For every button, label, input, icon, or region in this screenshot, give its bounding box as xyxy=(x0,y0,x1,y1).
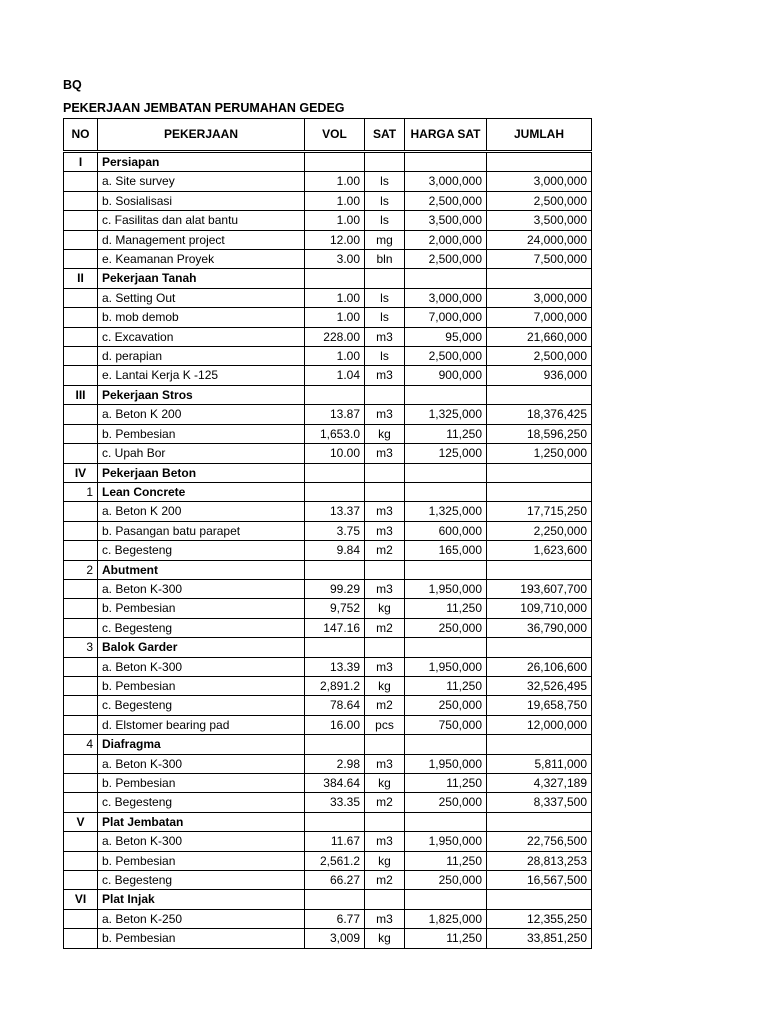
cell-sat: m3 xyxy=(365,579,405,598)
cell-harga-sat xyxy=(405,560,487,579)
cell-harga-sat xyxy=(405,269,487,288)
cell-jumlah: 18,596,250 xyxy=(487,424,592,443)
section-row xyxy=(64,890,592,909)
table-row xyxy=(64,929,592,948)
cell-no xyxy=(64,521,98,540)
section-row xyxy=(64,269,592,288)
cell-no: 4 xyxy=(64,735,98,754)
table-row xyxy=(64,424,592,443)
section-row xyxy=(64,560,592,579)
cell-vol: 1.00 xyxy=(305,347,365,366)
cell-jumlah xyxy=(487,735,592,754)
cell-pekerjaan: a. Beton K-300 xyxy=(98,832,305,851)
cell-harga-sat: 1,825,000 xyxy=(405,909,487,928)
cell-jumlah: 21,660,000 xyxy=(487,327,592,346)
cell-pekerjaan: b. Pembesian xyxy=(98,851,305,870)
cell-sat: mg xyxy=(365,230,405,249)
cell-vol: 13.39 xyxy=(305,657,365,676)
table-row xyxy=(64,676,592,695)
cell-harga-sat: 3,500,000 xyxy=(405,211,487,230)
header-pekerjaan: PEKERJAAN xyxy=(98,119,305,152)
cell-pekerjaan: b. Pembesian xyxy=(98,424,305,443)
cell-sat: m3 xyxy=(365,366,405,385)
cell-vol: 9,752 xyxy=(305,599,365,618)
table-row xyxy=(64,774,592,793)
cell-pekerjaan: d. Management project xyxy=(98,230,305,249)
cell-no xyxy=(64,657,98,676)
cell-sat: m3 xyxy=(365,521,405,540)
cell-no xyxy=(64,230,98,249)
section-row xyxy=(64,735,592,754)
cell-harga-sat xyxy=(405,812,487,831)
cell-harga-sat: 1,325,000 xyxy=(405,502,487,521)
cell-jumlah: 12,355,250 xyxy=(487,909,592,928)
table-row xyxy=(64,871,592,890)
section-row xyxy=(64,638,592,657)
cell-sat xyxy=(365,812,405,831)
page-title: PEKERJAAN JEMBATAN PERUMAHAN GEDEG xyxy=(63,101,345,115)
cell-no: II xyxy=(64,269,98,288)
cell-sat: m2 xyxy=(365,793,405,812)
cell-sat: ls xyxy=(365,288,405,307)
cell-vol: 10.00 xyxy=(305,444,365,463)
cell-sat xyxy=(365,735,405,754)
cell-jumlah: 36,790,000 xyxy=(487,618,592,637)
cell-pekerjaan: b. Sosialisasi xyxy=(98,191,305,210)
cell-pekerjaan: c. Begesteng xyxy=(98,541,305,560)
cell-sat xyxy=(365,482,405,501)
cell-vol xyxy=(305,152,365,172)
cell-harga-sat: 11,250 xyxy=(405,599,487,618)
cell-jumlah xyxy=(487,890,592,909)
table-row xyxy=(64,832,592,851)
cell-vol: 2,891.2 xyxy=(305,676,365,695)
cell-jumlah: 193,607,700 xyxy=(487,579,592,598)
cell-harga-sat: 2,500,000 xyxy=(405,250,487,269)
cell-vol: 228.00 xyxy=(305,327,365,346)
cell-pekerjaan: e. Lantai Kerja K -125 xyxy=(98,366,305,385)
cell-vol: 78.64 xyxy=(305,696,365,715)
cell-harga-sat: 600,000 xyxy=(405,521,487,540)
header-row xyxy=(64,119,592,152)
cell-jumlah: 32,526,495 xyxy=(487,676,592,695)
cell-harga-sat: 2,500,000 xyxy=(405,191,487,210)
cell-jumlah: 22,756,500 xyxy=(487,832,592,851)
cell-sat: m3 xyxy=(365,327,405,346)
cell-jumlah: 2,250,000 xyxy=(487,521,592,540)
cell-pekerjaan: a. Site survey xyxy=(98,172,305,191)
bq-table xyxy=(63,118,592,949)
cell-sat xyxy=(365,638,405,657)
header-no: NO xyxy=(64,119,98,152)
cell-harga-sat: 250,000 xyxy=(405,696,487,715)
cell-pekerjaan: Balok Garder xyxy=(98,638,305,657)
cell-pekerjaan: Pekerjaan Beton xyxy=(98,463,305,482)
cell-harga-sat: 11,250 xyxy=(405,774,487,793)
cell-no xyxy=(64,793,98,812)
cell-sat: pcs xyxy=(365,715,405,734)
cell-vol: 1.00 xyxy=(305,211,365,230)
cell-harga-sat: 11,250 xyxy=(405,676,487,695)
cell-sat: m2 xyxy=(365,696,405,715)
cell-vol xyxy=(305,463,365,482)
cell-no xyxy=(64,250,98,269)
cell-vol xyxy=(305,560,365,579)
cell-pekerjaan: b. Pembesian xyxy=(98,599,305,618)
cell-jumlah xyxy=(487,638,592,657)
table-row xyxy=(64,172,592,191)
cell-pekerjaan: Pekerjaan Stros xyxy=(98,385,305,404)
cell-no xyxy=(64,191,98,210)
cell-vol: 1,653.0 xyxy=(305,424,365,443)
cell-harga-sat xyxy=(405,385,487,404)
cell-harga-sat xyxy=(405,890,487,909)
cell-vol: 99.29 xyxy=(305,579,365,598)
table-row xyxy=(64,308,592,327)
cell-sat: kg xyxy=(365,424,405,443)
table-row xyxy=(64,502,592,521)
cell-no xyxy=(64,715,98,734)
cell-pekerjaan: b. Pembesian xyxy=(98,929,305,948)
cell-jumlah: 936,000 xyxy=(487,366,592,385)
cell-pekerjaan: a. Beton K-250 xyxy=(98,909,305,928)
section-row xyxy=(64,152,592,172)
cell-harga-sat: 2,000,000 xyxy=(405,230,487,249)
cell-no xyxy=(64,618,98,637)
cell-no xyxy=(64,871,98,890)
cell-no xyxy=(64,172,98,191)
table-row xyxy=(64,851,592,870)
cell-vol: 1.00 xyxy=(305,288,365,307)
cell-harga-sat: 750,000 xyxy=(405,715,487,734)
header-sat: SAT xyxy=(365,119,405,152)
cell-pekerjaan: Pekerjaan Tanah xyxy=(98,269,305,288)
cell-jumlah: 2,500,000 xyxy=(487,191,592,210)
cell-no: V xyxy=(64,812,98,831)
cell-sat xyxy=(365,463,405,482)
cell-pekerjaan: Lean Concrete xyxy=(98,482,305,501)
cell-jumlah xyxy=(487,560,592,579)
cell-jumlah: 5,811,000 xyxy=(487,754,592,773)
table-row xyxy=(64,579,592,598)
cell-sat: ls xyxy=(365,191,405,210)
cell-harga-sat: 250,000 xyxy=(405,618,487,637)
cell-pekerjaan: Persiapan xyxy=(98,152,305,172)
cell-vol xyxy=(305,638,365,657)
cell-harga-sat: 900,000 xyxy=(405,366,487,385)
cell-pekerjaan: e. Keamanan Proyek xyxy=(98,250,305,269)
cell-vol: 1.04 xyxy=(305,366,365,385)
cell-vol xyxy=(305,385,365,404)
cell-harga-sat xyxy=(405,152,487,172)
cell-harga-sat: 3,000,000 xyxy=(405,172,487,191)
table-row xyxy=(64,288,592,307)
cell-harga-sat: 7,000,000 xyxy=(405,308,487,327)
cell-sat: ls xyxy=(365,347,405,366)
cell-sat: m3 xyxy=(365,444,405,463)
cell-no: 2 xyxy=(64,560,98,579)
table-row xyxy=(64,230,592,249)
cell-pekerjaan: a. Beton K-300 xyxy=(98,657,305,676)
cell-no xyxy=(64,909,98,928)
cell-jumlah: 26,106,600 xyxy=(487,657,592,676)
cell-vol: 12.00 xyxy=(305,230,365,249)
table-body xyxy=(64,152,592,949)
cell-sat: bln xyxy=(365,250,405,269)
cell-jumlah xyxy=(487,463,592,482)
cell-harga-sat: 1,950,000 xyxy=(405,754,487,773)
cell-pekerjaan: Plat Injak xyxy=(98,890,305,909)
cell-no: IV xyxy=(64,463,98,482)
cell-vol: 13.87 xyxy=(305,405,365,424)
cell-pekerjaan: a. Beton K-300 xyxy=(98,579,305,598)
cell-harga-sat xyxy=(405,735,487,754)
cell-no xyxy=(64,754,98,773)
cell-jumlah: 3,000,000 xyxy=(487,172,592,191)
section-row xyxy=(64,482,592,501)
document xyxy=(63,76,591,949)
document-label: BQ xyxy=(63,78,82,92)
cell-jumlah: 7,000,000 xyxy=(487,308,592,327)
cell-sat: m3 xyxy=(365,754,405,773)
cell-vol: 3,009 xyxy=(305,929,365,948)
cell-no xyxy=(64,541,98,560)
cell-vol: 9.84 xyxy=(305,541,365,560)
cell-no xyxy=(64,444,98,463)
cell-pekerjaan: a. Setting Out xyxy=(98,288,305,307)
cell-jumlah: 1,250,000 xyxy=(487,444,592,463)
cell-harga-sat: 1,950,000 xyxy=(405,832,487,851)
cell-vol xyxy=(305,812,365,831)
cell-sat: kg xyxy=(365,851,405,870)
cell-no xyxy=(64,929,98,948)
cell-no xyxy=(64,288,98,307)
cell-vol: 13.37 xyxy=(305,502,365,521)
cell-harga-sat xyxy=(405,463,487,482)
cell-pekerjaan: Abutment xyxy=(98,560,305,579)
cell-no xyxy=(64,832,98,851)
cell-pekerjaan: a. Beton K 200 xyxy=(98,502,305,521)
table-row xyxy=(64,521,592,540)
cell-harga-sat xyxy=(405,638,487,657)
cell-sat: kg xyxy=(365,676,405,695)
cell-vol: 1.00 xyxy=(305,191,365,210)
table-row xyxy=(64,541,592,560)
cell-pekerjaan: c. Begesteng xyxy=(98,696,305,715)
cell-vol: 6.77 xyxy=(305,909,365,928)
cell-vol xyxy=(305,890,365,909)
cell-jumlah xyxy=(487,385,592,404)
cell-jumlah: 4,327,189 xyxy=(487,774,592,793)
cell-no xyxy=(64,696,98,715)
cell-harga-sat: 250,000 xyxy=(405,871,487,890)
table-row xyxy=(64,347,592,366)
cell-sat: kg xyxy=(365,599,405,618)
cell-harga-sat: 250,000 xyxy=(405,793,487,812)
cell-no: 3 xyxy=(64,638,98,657)
cell-pekerjaan: d. Elstomer bearing pad xyxy=(98,715,305,734)
cell-pekerjaan: Plat Jembatan xyxy=(98,812,305,831)
cell-sat: m3 xyxy=(365,405,405,424)
cell-no xyxy=(64,502,98,521)
cell-sat xyxy=(365,269,405,288)
cell-harga-sat: 3,000,000 xyxy=(405,288,487,307)
table-row xyxy=(64,366,592,385)
cell-harga-sat: 11,250 xyxy=(405,929,487,948)
cell-pekerjaan: b. Pembesian xyxy=(98,774,305,793)
table-row xyxy=(64,327,592,346)
table-row xyxy=(64,696,592,715)
cell-harga-sat: 1,950,000 xyxy=(405,579,487,598)
cell-vol: 33.35 xyxy=(305,793,365,812)
cell-no xyxy=(64,211,98,230)
cell-pekerjaan: c. Begesteng xyxy=(98,871,305,890)
cell-no xyxy=(64,424,98,443)
cell-no xyxy=(64,405,98,424)
cell-pekerjaan: b. Pembesian xyxy=(98,676,305,695)
cell-vol: 1.00 xyxy=(305,308,365,327)
cell-harga-sat: 11,250 xyxy=(405,851,487,870)
cell-vol xyxy=(305,482,365,501)
cell-no xyxy=(64,579,98,598)
cell-vol: 3.00 xyxy=(305,250,365,269)
cell-sat: m3 xyxy=(365,832,405,851)
cell-no: III xyxy=(64,385,98,404)
cell-vol: 1.00 xyxy=(305,172,365,191)
section-row xyxy=(64,385,592,404)
cell-harga-sat xyxy=(405,482,487,501)
cell-pekerjaan: c. Excavation xyxy=(98,327,305,346)
section-row xyxy=(64,463,592,482)
cell-sat xyxy=(365,152,405,172)
cell-jumlah: 109,710,000 xyxy=(487,599,592,618)
table-row xyxy=(64,793,592,812)
cell-sat xyxy=(365,385,405,404)
cell-vol: 11.67 xyxy=(305,832,365,851)
cell-sat: ls xyxy=(365,211,405,230)
cell-sat: ls xyxy=(365,172,405,191)
cell-pekerjaan: c. Begesteng xyxy=(98,793,305,812)
cell-sat: m3 xyxy=(365,657,405,676)
cell-jumlah: 33,851,250 xyxy=(487,929,592,948)
cell-jumlah xyxy=(487,152,592,172)
cell-jumlah xyxy=(487,812,592,831)
cell-sat xyxy=(365,890,405,909)
cell-sat: m3 xyxy=(365,502,405,521)
cell-jumlah: 17,715,250 xyxy=(487,502,592,521)
cell-jumlah: 12,000,000 xyxy=(487,715,592,734)
table-row xyxy=(64,211,592,230)
table-row xyxy=(64,909,592,928)
cell-harga-sat: 125,000 xyxy=(405,444,487,463)
cell-sat: m2 xyxy=(365,541,405,560)
cell-sat: kg xyxy=(365,929,405,948)
header-vol: VOL xyxy=(305,119,365,152)
cell-no xyxy=(64,327,98,346)
cell-harga-sat: 95,000 xyxy=(405,327,487,346)
cell-vol: 147.16 xyxy=(305,618,365,637)
cell-no xyxy=(64,599,98,618)
table-row xyxy=(64,599,592,618)
cell-jumlah: 28,813,253 xyxy=(487,851,592,870)
table-row xyxy=(64,715,592,734)
cell-vol: 66.27 xyxy=(305,871,365,890)
cell-pekerjaan: c. Begesteng xyxy=(98,618,305,637)
cell-sat: m3 xyxy=(365,909,405,928)
cell-harga-sat: 1,950,000 xyxy=(405,657,487,676)
cell-jumlah: 2,500,000 xyxy=(487,347,592,366)
cell-no: VI xyxy=(64,890,98,909)
table-row xyxy=(64,657,592,676)
cell-sat: ls xyxy=(365,308,405,327)
cell-jumlah: 16,567,500 xyxy=(487,871,592,890)
header-jumlah: JUMLAH xyxy=(487,119,592,152)
cell-pekerjaan: Diafragma xyxy=(98,735,305,754)
cell-jumlah xyxy=(487,482,592,501)
cell-vol xyxy=(305,735,365,754)
table-row xyxy=(64,754,592,773)
cell-jumlah: 19,658,750 xyxy=(487,696,592,715)
cell-no xyxy=(64,851,98,870)
cell-jumlah xyxy=(487,269,592,288)
cell-vol: 16.00 xyxy=(305,715,365,734)
cell-pekerjaan: a. Beton K 200 xyxy=(98,405,305,424)
cell-no xyxy=(64,308,98,327)
cell-pekerjaan: a. Beton K-300 xyxy=(98,754,305,773)
cell-vol: 3.75 xyxy=(305,521,365,540)
cell-pekerjaan: c. Fasilitas dan alat bantu xyxy=(98,211,305,230)
cell-jumlah: 8,337,500 xyxy=(487,793,592,812)
cell-no: 1 xyxy=(64,482,98,501)
cell-harga-sat: 165,000 xyxy=(405,541,487,560)
table-row xyxy=(64,444,592,463)
table-row xyxy=(64,191,592,210)
cell-sat: m2 xyxy=(365,871,405,890)
cell-vol: 384.64 xyxy=(305,774,365,793)
cell-pekerjaan: d. perapian xyxy=(98,347,305,366)
cell-sat: kg xyxy=(365,774,405,793)
cell-pekerjaan: b. mob demob xyxy=(98,308,305,327)
cell-no xyxy=(64,774,98,793)
cell-harga-sat: 1,325,000 xyxy=(405,405,487,424)
cell-no xyxy=(64,366,98,385)
cell-no xyxy=(64,676,98,695)
cell-vol: 2.98 xyxy=(305,754,365,773)
cell-jumlah: 18,376,425 xyxy=(487,405,592,424)
cell-pekerjaan: c. Upah Bor xyxy=(98,444,305,463)
cell-sat xyxy=(365,560,405,579)
cell-jumlah: 3,500,000 xyxy=(487,211,592,230)
cell-pekerjaan: b. Pasangan batu parapet xyxy=(98,521,305,540)
cell-no xyxy=(64,347,98,366)
cell-vol: 2,561.2 xyxy=(305,851,365,870)
table-row xyxy=(64,405,592,424)
cell-jumlah: 1,623,600 xyxy=(487,541,592,560)
cell-sat: m2 xyxy=(365,618,405,637)
cell-harga-sat: 11,250 xyxy=(405,424,487,443)
table-row xyxy=(64,618,592,637)
cell-no: I xyxy=(64,152,98,172)
cell-jumlah: 24,000,000 xyxy=(487,230,592,249)
table-row xyxy=(64,250,592,269)
cell-jumlah: 7,500,000 xyxy=(487,250,592,269)
header-harga-sat: HARGA SAT xyxy=(405,119,487,152)
cell-harga-sat: 2,500,000 xyxy=(405,347,487,366)
cell-vol xyxy=(305,269,365,288)
section-row xyxy=(64,812,592,831)
cell-jumlah: 3,000,000 xyxy=(487,288,592,307)
